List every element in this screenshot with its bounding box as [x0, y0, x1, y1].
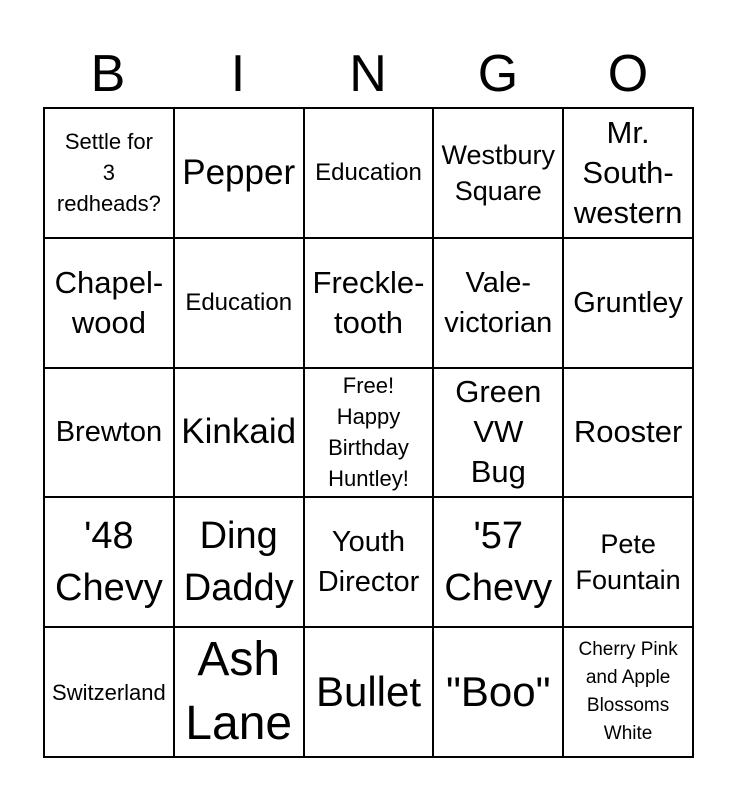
bingo-cell[interactable]	[174, 108, 304, 238]
header-letter-b: B	[90, 45, 126, 103]
cell-text: Bullet	[315, 668, 422, 716]
cell-text: '48 Chevy	[55, 515, 163, 610]
header-letter-g: G	[477, 45, 519, 103]
cell-text: Education	[315, 158, 422, 186]
header-letter-i: I	[230, 45, 246, 103]
cell-text: Pepper	[182, 152, 296, 192]
cell-text: Switzerland	[52, 679, 166, 705]
bingo-card-grid	[43, 107, 694, 758]
cell-text: Mr. South- western	[573, 114, 683, 230]
bingo-cell[interactable]	[563, 497, 693, 627]
bingo-cell[interactable]	[433, 627, 563, 757]
cell-text: "Boo"	[446, 668, 551, 716]
bingo-cell[interactable]	[304, 627, 434, 757]
cell-text: Gruntley	[573, 286, 683, 319]
bingo-cell[interactable]	[44, 627, 174, 757]
bingo-cell[interactable]	[174, 368, 304, 498]
cell-text: Ash Lane	[185, 633, 293, 751]
bingo-cell[interactable]	[563, 238, 693, 368]
cell-text: Chapel- wood	[54, 264, 164, 340]
cell-text: Ding Daddy	[183, 515, 294, 610]
bingo-header	[43, 40, 693, 108]
bingo-cell[interactable]	[433, 108, 563, 238]
cell-text: Rooster	[573, 414, 683, 450]
cell-text: Pete Fountain	[575, 529, 681, 596]
bingo-cell[interactable]	[304, 108, 434, 238]
free-space-cell[interactable]	[304, 368, 434, 498]
bingo-cell[interactable]	[563, 108, 693, 238]
bingo-cell[interactable]	[563, 627, 693, 757]
cell-text: Kinkaid	[181, 412, 297, 452]
bingo-cell[interactable]	[44, 238, 174, 368]
header-letter-n: N	[349, 45, 387, 103]
cell-text: '57 Chevy	[444, 515, 553, 610]
bingo-cell[interactable]	[44, 497, 174, 627]
bingo-cell[interactable]	[433, 497, 563, 627]
cell-text: Green VW Bug	[455, 374, 542, 490]
bingo-cell[interactable]	[174, 627, 304, 757]
bingo-cell[interactable]	[44, 108, 174, 238]
bingo-cell[interactable]	[174, 497, 304, 627]
bingo-cell[interactable]	[304, 497, 434, 627]
cell-text: Free! Happy Birthday Huntley!	[328, 373, 409, 492]
bingo-cell[interactable]	[304, 238, 434, 368]
cell-text: Education	[185, 288, 293, 316]
cell-text: Cherry Pink and Apple Blossoms White	[578, 639, 678, 745]
cell-text: Vale- victorian	[444, 266, 553, 339]
cell-text: Settle for 3 redheads?	[56, 129, 161, 217]
bingo-cell[interactable]	[433, 238, 563, 368]
header-letter-o: O	[607, 45, 649, 103]
bingo-cell[interactable]	[174, 238, 304, 368]
bingo-cell[interactable]	[44, 368, 174, 498]
cell-text: Brewton	[55, 416, 163, 449]
cell-text: Freckle- tooth	[312, 264, 425, 340]
bingo-cell[interactable]	[563, 368, 693, 498]
bingo-cell[interactable]	[433, 368, 563, 498]
cell-text: Westbury Square	[441, 139, 556, 206]
cell-text: Youth Director	[317, 526, 420, 599]
